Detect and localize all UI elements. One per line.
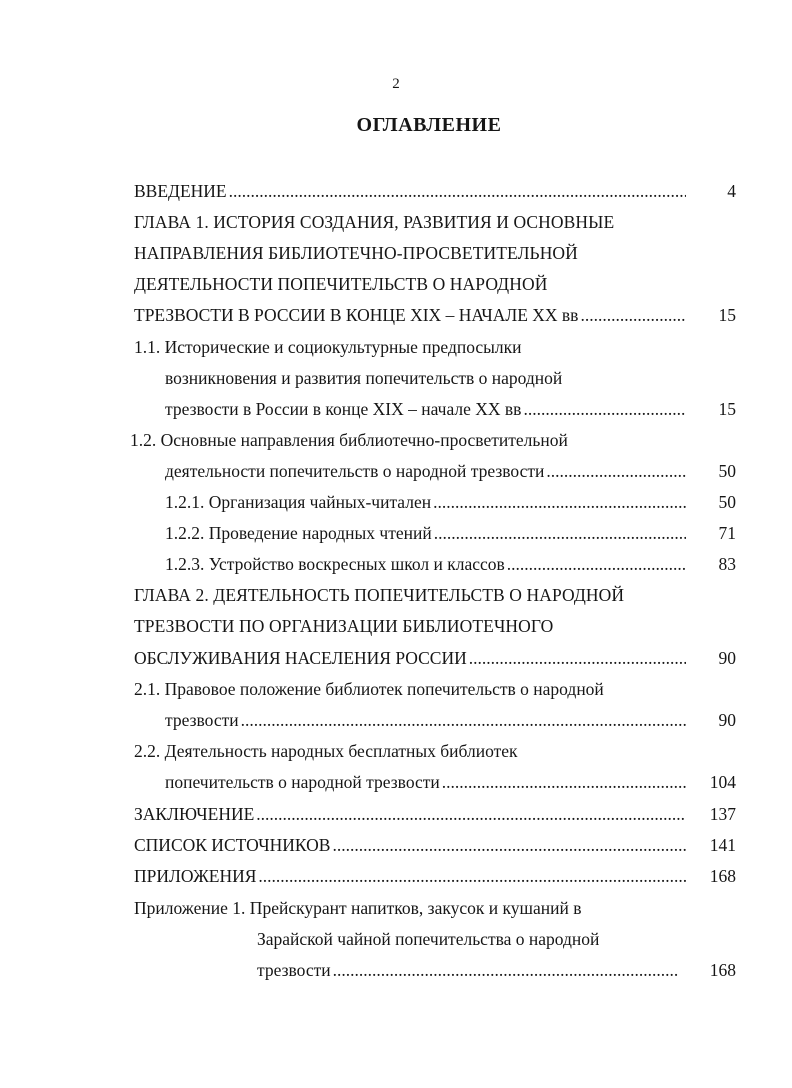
toc-label: СПИСОК ИСТОЧНИКОВ [134, 835, 331, 855]
toc-label: ВВЕДЕНИЕ [134, 181, 227, 201]
toc-section-1-1-line-2: возникновения и развития попечительств о народной [165, 368, 563, 388]
toc-page-number: 168 [709, 866, 736, 886]
dot-leader [333, 956, 679, 984]
toc-label: трезвости в России в конце XIX – начале XX вв [165, 399, 522, 419]
toc-label: ТРЕЗВОСТИ В РОССИИ В КОНЦЕ XIX – НАЧАЛЕ XX вв [134, 305, 579, 325]
toc-entry-sources[interactable] [134, 831, 688, 859]
toc-appendix-1-line-2: Зарайской чайной попечительства о народной [257, 929, 600, 949]
dot-leader [256, 800, 686, 828]
toc-label: ЗАКЛЮЧЕНИЕ [134, 804, 255, 824]
dot-leader [434, 519, 686, 547]
toc-label: ОБСЛУЖИВАНИЯ НАСЕЛЕНИЯ РОССИИ [134, 648, 467, 668]
toc-page-number: 141 [709, 835, 736, 855]
toc-section-2-1-line-1: 2.1. Правовое положение библиотек попечительств о народной [134, 679, 604, 699]
toc-entry-section-2-2[interactable] [165, 768, 688, 796]
toc-entry-chapter-1[interactable] [134, 301, 688, 329]
toc-page-number: 15 [718, 305, 736, 325]
toc-section-1-2-line-1: 1.2. Основные направления библиотечно-просветительной [130, 430, 568, 450]
toc-section-2-2-line-1: 2.2. Деятельность народных бесплатных библиотек [134, 741, 518, 761]
toc-entry-appendices[interactable] [134, 862, 688, 890]
dot-leader [433, 488, 686, 516]
toc-chapter-2-line-1: ГЛАВА 2. ДЕЯТЕЛЬНОСТЬ ПОПЕЧИТЕЛЬСТВ О НАРОДНОЙ [134, 585, 625, 605]
toc-section-1-1-line-1: 1.1. Исторические и социокультурные предпосылки [134, 337, 522, 357]
dot-leader [523, 395, 686, 423]
dot-leader [580, 301, 686, 329]
toc-label: попечительств о народной трезвости [165, 772, 440, 792]
toc-page-number: 137 [709, 804, 736, 824]
toc-page-number: 104 [709, 772, 736, 792]
dot-leader [442, 768, 686, 796]
toc-appendix-1-line-1: Приложение 1. Прейскурант напитков, закусок и кушаний в [134, 898, 582, 918]
toc-label: 1.2.3. Устройство воскресных школ и классов [165, 554, 505, 574]
toc-chapter-2-line-2: ТРЕЗВОСТИ ПО ОРГАНИЗАЦИИ БИБЛИОТЕЧНОГО [134, 616, 554, 636]
toc-page-number: 4 [727, 181, 736, 201]
toc-entry-appendix-1[interactable] [257, 956, 681, 984]
toc-chapter-1-line-2: НАПРАВЛЕНИЯ БИБЛИОТЕЧНО-ПРОСВЕТИТЕЛЬНОЙ [134, 243, 578, 263]
toc-entry-section-2-1[interactable] [165, 706, 688, 734]
dot-leader [507, 550, 686, 578]
toc-entry-section-1-2[interactable] [165, 457, 688, 485]
page-number: 2 [392, 76, 400, 92]
toc-chapter-1-line-1: ГЛАВА 1. ИСТОРИЯ СОЗДАНИЯ, РАЗВИТИЯ И ОСНОВНЫЕ [134, 212, 615, 232]
dot-leader [469, 644, 686, 672]
toc-page-number: 15 [718, 399, 736, 419]
toc-entry-chapter-2[interactable] [134, 644, 688, 672]
toc-page-number: 71 [718, 523, 736, 543]
toc-label: 1.2.2. Проведение народных чтений [165, 523, 432, 543]
toc-entry-section-1-2-1[interactable] [165, 488, 688, 516]
toc-entry-section-1-2-2[interactable] [165, 519, 688, 547]
dot-leader [546, 457, 686, 485]
toc-page-number: 83 [718, 554, 736, 574]
dot-leader [229, 177, 686, 205]
toc-page-number: 50 [718, 461, 736, 481]
page-title: ОГЛАВЛЕНИЕ [356, 114, 502, 136]
toc-label: деятельности попечительств о народной трезвости [165, 461, 545, 481]
toc-label: ПРИЛОЖЕНИЯ [134, 866, 257, 886]
toc-page-number: 50 [718, 492, 736, 512]
dot-leader [332, 831, 686, 859]
toc-entry-conclusion[interactable] [134, 800, 688, 828]
toc-label: 1.2.1. Организация чайных-читален [165, 492, 432, 512]
toc-page-number: 90 [718, 648, 736, 668]
toc-label: трезвости [165, 710, 239, 730]
dot-leader [258, 862, 686, 890]
toc-chapter-1-line-3: ДЕЯТЕЛЬНОСТИ ПОПЕЧИТЕЛЬСТВ О НАРОДНОЙ [134, 274, 548, 294]
toc-entry-introduction[interactable] [134, 177, 688, 205]
toc-entry-section-1-1[interactable] [165, 395, 688, 423]
toc-page-number: 90 [718, 710, 736, 730]
toc-page-number: 168 [709, 960, 736, 980]
toc-label: трезвости [257, 960, 331, 980]
dot-leader [241, 706, 686, 734]
toc-entry-section-1-2-3[interactable] [165, 550, 688, 578]
